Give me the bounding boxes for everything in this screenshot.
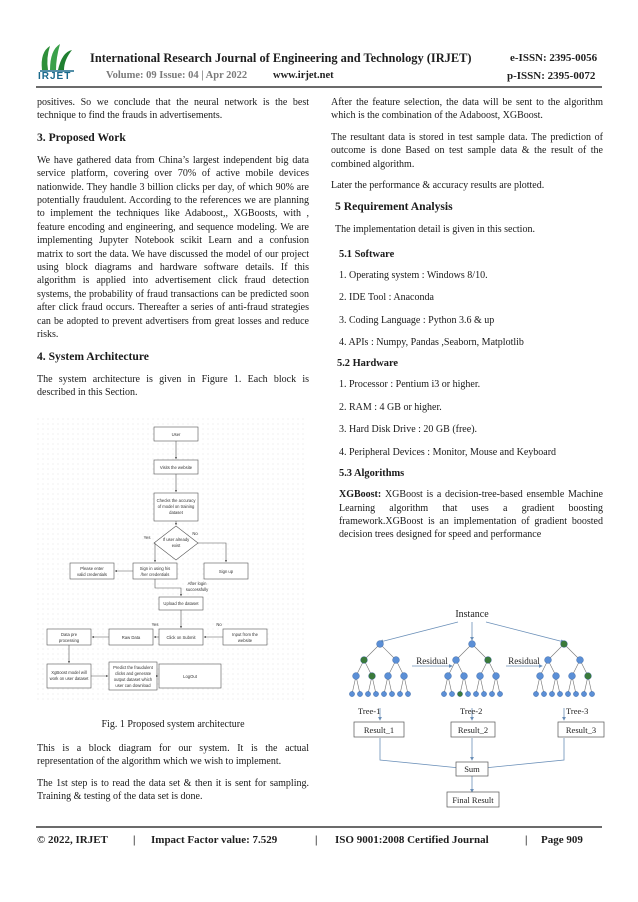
- tree-node: [453, 657, 460, 664]
- fc-signin-1: /her credentials: [140, 572, 170, 577]
- tree-node: [581, 691, 586, 696]
- hardware-item: 3. Hard Disk Drive : 20 GB (free).: [339, 424, 478, 436]
- fc-decision-1: exist: [171, 543, 181, 548]
- tree-node: [537, 673, 544, 680]
- xgb-result-1: Result_1: [363, 725, 395, 735]
- after-figure-paragraph-1: This is a block diagram for our system. It is the actual representation of the algorithm which we wish to implement.: [37, 743, 309, 768]
- hardware-item: 2. RAM : 4 GB or higher.: [339, 401, 442, 413]
- tree-node: [533, 691, 538, 696]
- tree-node: [349, 691, 354, 696]
- tree-node: [461, 673, 468, 680]
- tree-node: [481, 691, 486, 696]
- footer-impact: Impact Factor value: 7.529: [151, 834, 278, 846]
- hardware-item: 1. Processor : Pentium i3 or higher.: [339, 379, 481, 391]
- fc-no2: No: [216, 622, 222, 627]
- xgb-tree-2: Tree-2: [460, 706, 483, 716]
- tree-node: [545, 657, 552, 664]
- xgb-residual-1: Residual: [416, 656, 448, 666]
- tree-node: [469, 641, 476, 648]
- fc-no1: No: [192, 531, 198, 536]
- fc-please-1: valid credentials: [76, 572, 108, 577]
- tree-node: [477, 673, 484, 680]
- right-paragraph-2: The resultant data is stored in test sample data. The prediction of outcome is done Based on test sample data & the result of the combined algorithm.: [331, 131, 603, 170]
- tree-node: [497, 691, 502, 696]
- tree-node: [449, 691, 454, 696]
- section-4-title: 4. System Architecture: [37, 349, 149, 363]
- footer-separator: |: [133, 834, 136, 846]
- xgboost-text: XGBoost is a decision-tree-based ensemble Machine Learning algorithm that uses a gradient boosting framework.XGBoost is an implementation of gradient boosted decision trees designed for speed and performance: [339, 489, 603, 541]
- tree-node: [397, 691, 402, 696]
- xgb-result-2: Result_2: [457, 725, 489, 735]
- tree-node: [405, 691, 410, 696]
- fc-preproc-0: Data pre: [60, 632, 78, 637]
- journal-title: International Research Journal of Engineering and Technology (IRJET): [90, 51, 472, 65]
- xgb-tree-1: Tree-1: [358, 706, 381, 716]
- tree-node: [385, 673, 392, 680]
- tree-node: [401, 673, 408, 680]
- fc-xgb-0: XgBoost model will: [51, 670, 87, 675]
- xgb-tree-3: Tree-3: [566, 706, 589, 716]
- website-link[interactable]: www.irjet.net: [273, 70, 334, 81]
- footer-separator: |: [525, 834, 528, 846]
- tree-node: [365, 691, 370, 696]
- section-5-paragraph: The implementation detail is given in this section.: [335, 224, 535, 236]
- tree-node: [377, 641, 384, 648]
- pissn: p-ISSN: 2395-0072: [507, 70, 596, 82]
- footer-iso: ISO 9001:2008 Certified Journal: [335, 834, 489, 846]
- tree-node: [473, 691, 478, 696]
- tree-node: [457, 691, 462, 696]
- software-title: 5.1 Software: [339, 248, 395, 260]
- fc-afterlogin-0: After login: [187, 581, 207, 586]
- tree-node: [489, 691, 494, 696]
- xgb-residual-2: Residual: [508, 656, 540, 666]
- fc-upload: Upload the dataset: [163, 601, 199, 606]
- tree-node: [389, 691, 394, 696]
- software-item: 2. IDE Tool : Anaconda: [339, 292, 434, 304]
- section-3-paragraph: We have gathered data from China’s largest independent big data service platform, covering over 70% of active mobile devices nationwide. They handle 3 billion clicks per day, of which 90% are potentially fraudulent. According to the references we are planning to implement the techniques like Adaboost,, XGBoosts, with , feature encoding and engineering, and sequence modeling. We are implementing Jupyter Notebook scikit Learn and a confusion matrix to sort the data. We have discussed the model of our project using block diagrams and hardware software details. If this algorithm is applied into advertisement click fraud detection systems, the probability of fraud transactions can be predicted soon after click fraud occurs. Thereafter a series of anti-fraud strategies can be adopted to prevent advertisers from great losses and reduce risks.: [37, 154, 309, 341]
- hardware-title: 5.2 Hardware: [337, 358, 398, 370]
- tree-node: [493, 673, 500, 680]
- fc-input-0: Input from the: [232, 632, 258, 637]
- fc-decision-0: If user already: [162, 537, 190, 542]
- fc-yes2: Yes: [151, 622, 159, 627]
- tree-node: [589, 691, 594, 696]
- xgboost-figure: [334, 604, 610, 810]
- left-column-bottom: [37, 742, 309, 812]
- tree-node: [361, 657, 368, 664]
- eissn: e-ISSN: 2395-0056: [510, 52, 598, 64]
- right-paragraph-3: Later the performance & accuracy results are plotted.: [331, 180, 545, 192]
- section-5-title: 5 Requirement Analysis: [335, 200, 453, 214]
- fc-signup: Sign up: [218, 569, 234, 574]
- tree-node: [465, 691, 470, 696]
- software-item: 3. Coding Language : Python 3.6 & up: [339, 314, 495, 326]
- system-architecture-figure: [37, 418, 305, 702]
- tree-node: [445, 673, 452, 680]
- tree-node: [573, 691, 578, 696]
- fc-visit: Visits the website: [159, 465, 193, 470]
- footer-rule: [36, 826, 602, 828]
- footer-separator: |: [315, 834, 318, 846]
- fc-predict-2: output dataset which: [113, 677, 153, 682]
- footer-page: Page 909: [541, 834, 583, 846]
- fc-user: User: [171, 432, 181, 437]
- volume-issue: Volume: 09 Issue: 04 | Apr 2022: [106, 70, 248, 81]
- tree-node: [441, 691, 446, 696]
- fc-check-2: dataset: [169, 510, 183, 515]
- fc-xgb-1: work on user dataset: [49, 676, 89, 681]
- tree-nodes: [349, 641, 594, 697]
- algorithms-title: 5.3 Algorithms: [339, 468, 405, 480]
- logo-text: IRJET: [38, 71, 72, 82]
- tree-node: [569, 673, 576, 680]
- fc-signin-0: Sign in using his: [139, 566, 171, 571]
- header-rule: [36, 86, 602, 88]
- tree-node: [369, 673, 376, 680]
- xgb-final: Final Result: [452, 795, 494, 805]
- tree-node: [577, 657, 584, 664]
- right-paragraph-1: After the feature selection, the data will be sent to the algorithm which is the combination of the Adaboost, XGBoost.: [331, 97, 603, 122]
- tree-node: [549, 691, 554, 696]
- section-3-title: 3. Proposed Work: [37, 130, 126, 144]
- xgb-result-3: Result_3: [565, 725, 597, 735]
- xgboost-paragraph: [339, 488, 603, 542]
- fc-logout: LogOut: [183, 674, 197, 679]
- xgb-instance: Instance: [455, 609, 489, 620]
- software-item: 1. Operating system : Windows 8/10.: [339, 269, 488, 281]
- fc-please-0: Please enter: [80, 566, 104, 571]
- fc-predict-0: Predict the fraudulent: [113, 665, 153, 670]
- xgboost-label: XGBoost:: [339, 489, 382, 501]
- left-column: [37, 96, 309, 407]
- fc-predict-3: user can download: [115, 683, 151, 688]
- right-column: [331, 96, 603, 550]
- tree-node: [373, 691, 378, 696]
- fc-preproc-1: processing: [58, 638, 80, 643]
- figure-1-caption: Fig. 1 Proposed system architecture: [101, 719, 245, 730]
- tree-node: [585, 673, 592, 680]
- tree-node: [565, 691, 570, 696]
- fc-yes1: Yes: [143, 535, 151, 540]
- fc-predict-1: clicks and generate: [114, 671, 152, 676]
- tree-node: [381, 691, 386, 696]
- fc-rawdata: Raw Data: [121, 635, 141, 640]
- tree-node: [557, 691, 562, 696]
- tree-node: [553, 673, 560, 680]
- tree-node: [561, 641, 568, 648]
- tree-node: [485, 657, 492, 664]
- xgb-sum: Sum: [464, 764, 480, 774]
- hardware-item: 4. Peripheral Devices : Monitor, Mouse and Keyboard: [339, 446, 557, 458]
- after-figure-paragraph-2: The 1st step is to read the data set & then it is sent for sampling. Training & testing of the data set is done.: [37, 777, 309, 803]
- fc-submit: Click on Submit: [166, 635, 196, 640]
- intro-paragraph: positives. So we conclude that the neural network is the best technique to find the frauds in advertisements.: [37, 97, 309, 122]
- fc-check-0: Checks the accuracy: [156, 498, 196, 503]
- section-4-paragraph: The system architecture is given in Figure 1. Each block is described in this Section.: [37, 373, 309, 398]
- fc-afterlogin-1: successfully: [185, 587, 209, 592]
- tree-node: [357, 691, 362, 696]
- tree-node: [393, 657, 400, 664]
- page-header: [0, 0, 638, 88]
- footer-copyright: © 2022, IRJET: [37, 834, 108, 846]
- fc-input-1: website: [237, 638, 253, 643]
- tree-node: [541, 691, 546, 696]
- fc-check-1: of model on training: [157, 504, 195, 509]
- software-item: 4. APIs : Numpy, Pandas ,Seaborn, Matplotlib: [339, 337, 524, 349]
- tree-node: [353, 673, 360, 680]
